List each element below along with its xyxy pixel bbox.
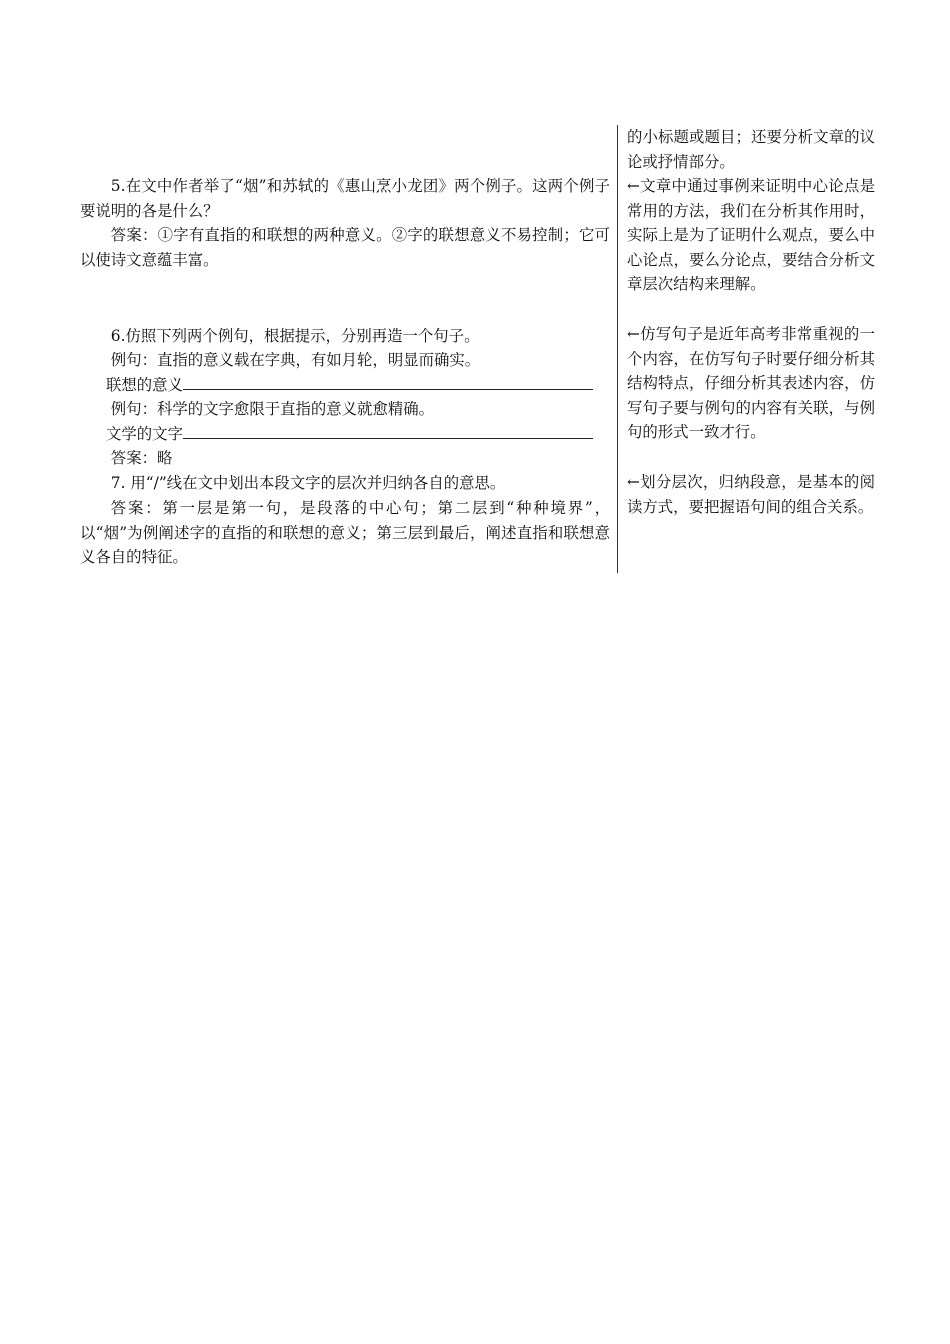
fill-in-line-1: [106, 373, 612, 398]
prompt-2: 文学的文字: [106, 425, 183, 443]
note-example-function: ←文章中通过事例来证明中心论点是常用的方法，我们在分析其作用时，实际上是为了证明什么观点，要么中心论点，要么分论点，要结合分析文章层次结构来理解。: [627, 177, 875, 293]
blank-line-1: [183, 373, 593, 390]
answer-5: 答案：①字有直指的和联想的两种意义。②字的联想意义不易控制；它可以使诗文意蕴丰富。: [80, 226, 610, 269]
question-7: 7. 用“/”线在文中划出本段文字的层次并归纳各自的意思。: [110, 474, 506, 492]
question-5: 5.在文中作者举了“烟”和苏轼的《惠山烹小龙团》两个例子。这两个例子要说明的各是什么？: [80, 177, 610, 220]
note-layer-division: ←划分层次，归纳段意，是基本的阅读方式，要把握语句间的组合关系。: [627, 473, 875, 516]
note-continued: 的小标题或题目；还要分析文章的议论或抒情部分。: [627, 128, 875, 171]
blank-line-2: [183, 422, 593, 439]
column-divider: [617, 125, 618, 573]
answer-7: 答案：第一层是第一句，是段落的中心句；第二层到“种种境界”，以“烟”为例阐述字的直指的和联想的意义；第三层到最后，阐述直指和联想意义各自的特征。: [80, 499, 610, 566]
prompt-1: 联想的意义: [106, 376, 183, 394]
example-sentence-2: 例句：科学的文字愈限于直指的意义就愈精确。: [110, 400, 435, 418]
note-imitation-sentences: ←仿写句子是近年高考非常重视的一个内容，在仿写句子时要仔细分析其结构特点，仔细分析其表述内容，仿写句子要与例句的内容有关联，与例句的形式一致才行。: [627, 325, 875, 441]
answer-6: 答案：略: [110, 449, 173, 467]
example-sentence-1: 例句：直指的意义载在字典，有如月轮，明显而确实。: [110, 351, 481, 369]
fill-in-line-2: [106, 422, 612, 447]
question-6: 6.仿照下列两个例句，根据提示，分别再造一个句子。: [110, 327, 480, 345]
